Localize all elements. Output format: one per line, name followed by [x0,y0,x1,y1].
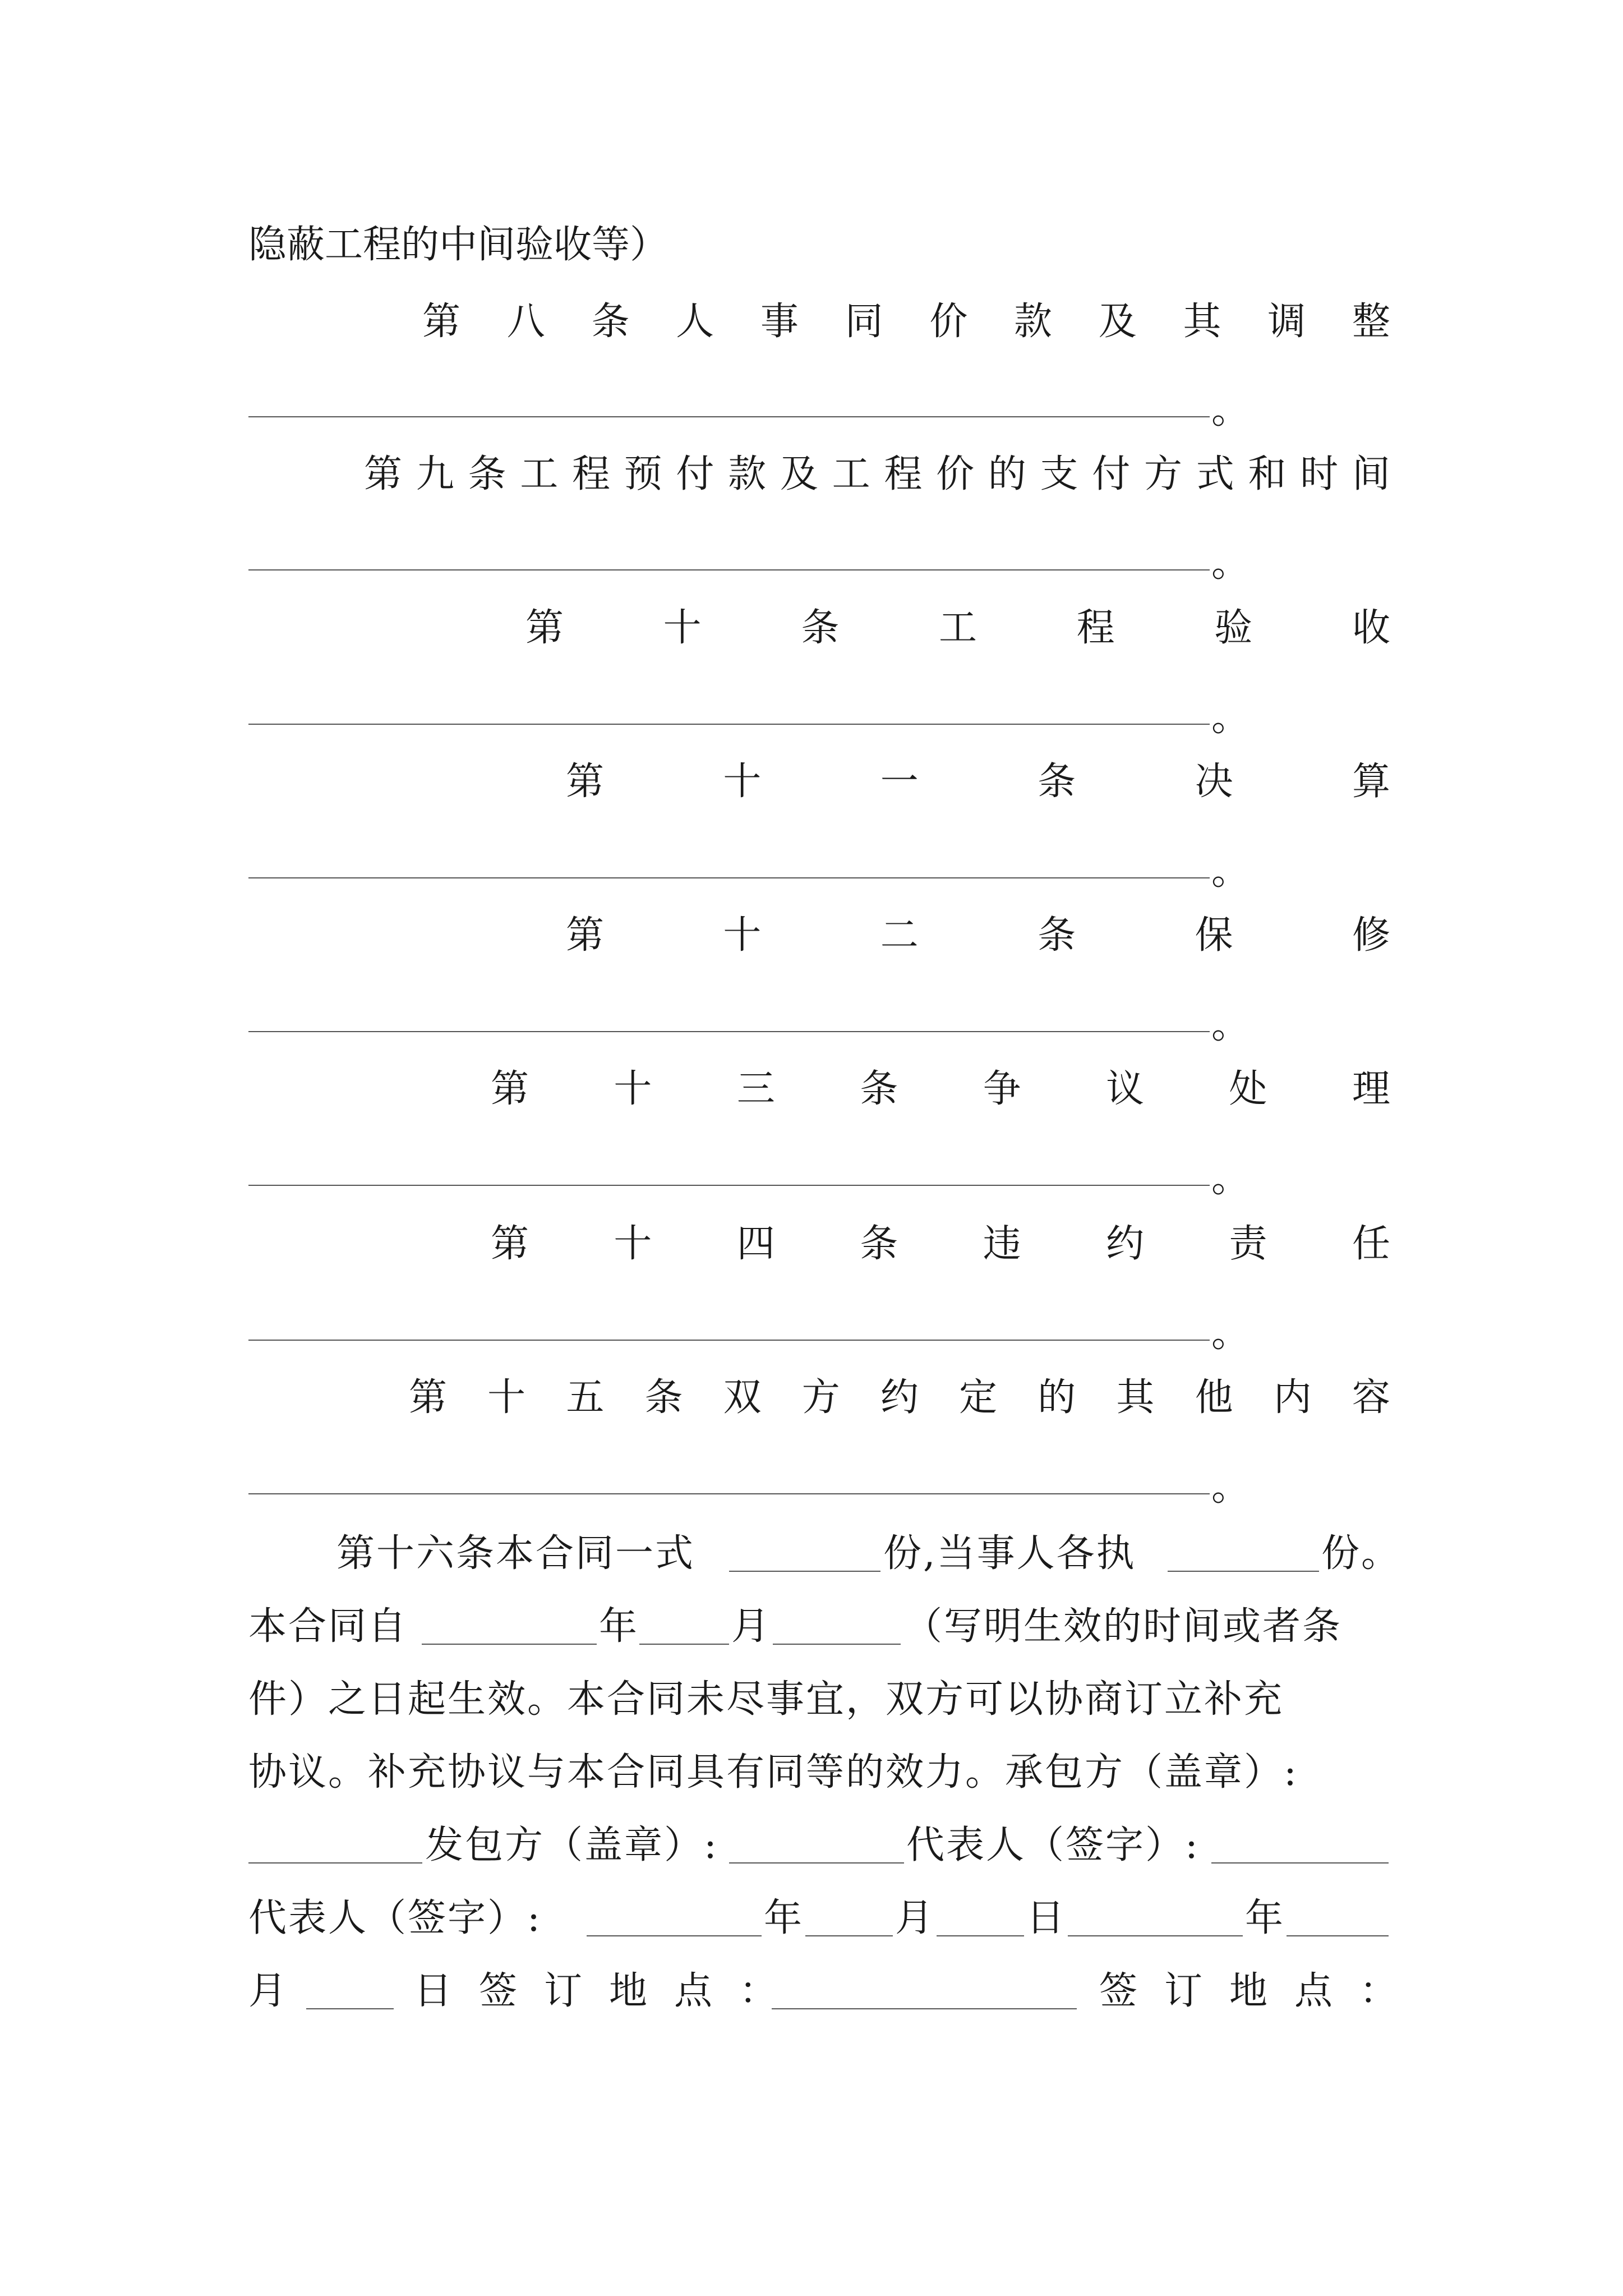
char: 其 [1116,1375,1155,1420]
char: 调 [1267,300,1306,344]
char: 他 [1195,1375,1233,1420]
char: 处 [1229,1067,1267,1111]
char: 十 [663,606,702,650]
char: 算 [1352,760,1390,804]
char: 人 [676,300,714,344]
char: 间 [1352,452,1390,496]
char: 支 [1040,452,1078,496]
sign-year-1: 年 [764,1896,804,1940]
article-11-period: 。 [1211,849,1250,894]
char: 第 [566,913,605,958]
char: 工 [520,452,559,496]
char: 条 [468,452,506,496]
char: 条 [860,1222,898,1266]
char: 第 [409,1375,448,1420]
char: 和 [1248,452,1287,496]
employer-seal-blank [729,1862,904,1864]
char: 同 [845,300,883,344]
article-11-blank [248,877,1210,878]
char: 双 [723,1375,762,1420]
article-16-line3: 件）之日起生效。本合同未尽事宜，双方可以协商订立补充 [248,1677,1284,1722]
char: 付 [1092,452,1131,496]
char: 方 [801,1375,840,1420]
article-8-blank [248,416,1210,417]
rep-sign-blank-1 [1211,1862,1389,1864]
char: 第 [422,300,461,344]
char: 条 [644,1375,683,1420]
effective-year-blank [422,1644,597,1645]
article-8-period: 。 [1211,388,1250,432]
rep-sign-label-2: 代表人（签字）: [248,1896,542,1940]
sign-month-blank-1 [937,1935,1024,1936]
employer-seal-label: 发包方（盖章）: [425,1823,718,1867]
char: 十 [614,1222,652,1266]
char: 条 [1038,760,1076,804]
rep-sign-blank-2 [587,1935,762,1936]
char: 条 [1038,913,1076,958]
char: 其 [1183,300,1221,344]
article-16-line1-b: 份,当事人各执 [883,1531,1136,1576]
char: 约 [880,1375,919,1420]
char: 修 [1352,913,1390,958]
char: 决 [1195,760,1233,804]
char: 第 [525,606,564,650]
article-16-line2-b: 年 [599,1604,639,1649]
char: 工 [832,452,870,496]
article-12-period: 。 [1211,1003,1250,1047]
char: 内 [1273,1375,1312,1420]
article-14-blank [248,1340,1210,1341]
effective-month-blank [639,1644,729,1645]
char: 及 [780,452,818,496]
char: 议 [1106,1067,1145,1111]
char: 价 [936,452,975,496]
copies-each-blank [1168,1571,1319,1572]
article-12-title [566,913,1390,958]
article-16-line2-a: 本合同自 [248,1604,408,1649]
char: 程 [884,452,923,496]
char: 约 [1106,1222,1145,1266]
sign-place-blank-1 [772,2008,1077,2009]
article-10-blank [248,724,1210,725]
article-16-line4: 协议。补充协议与本合同具有同等的效力。承包方（盖章）: [248,1750,1298,1795]
sign-place-label-2: 签订地点： [1099,1969,1425,2013]
char: 一 [880,760,919,804]
char: 条 [860,1067,898,1111]
article-9-period: 。 [1211,541,1250,586]
article-9-blank [248,569,1210,570]
article-16-line1-a: 第十六条本合同一式 [336,1531,695,1576]
char: 四 [736,1222,775,1266]
sign-day-place-label: 日签订地点： [414,1969,805,2013]
char: 容 [1352,1375,1390,1420]
char: 违 [983,1222,1021,1266]
char: 第 [491,1067,529,1111]
char: 十 [487,1375,526,1420]
char: 工 [938,606,977,650]
char: 款 [728,452,767,496]
char: 第 [491,1222,529,1266]
char: 五 [566,1375,605,1420]
char: 程 [571,452,610,496]
contractor-seal-blank [248,1862,422,1864]
sign-month-blank-2 [306,2008,394,2009]
copies-total-blank [729,1571,880,1572]
article-16-line2-d: （写明生效的时间或者条 [904,1604,1343,1649]
char: 争 [983,1067,1021,1111]
article-9-title [364,452,1390,496]
sign-day-1: 日 [1026,1896,1067,1940]
article-13-blank [248,1185,1210,1186]
article-10-title [525,606,1390,650]
char: 八 [506,300,545,344]
char: 责 [1229,1222,1267,1266]
char: 任 [1352,1222,1390,1266]
char: 保 [1195,913,1233,958]
char: 条 [801,606,840,650]
char: 第 [566,760,605,804]
char: 式 [1196,452,1234,496]
sign-month-2: 月 [248,1969,289,2013]
char: 十 [723,760,762,804]
char: 九 [416,452,454,496]
rep-sign-label-1: 代表人（签字）: [906,1823,1200,1867]
sign-day-blank-1 [1068,1935,1243,1936]
char: 收 [1352,606,1390,650]
sign-year-blank-1 [805,1935,893,1936]
char: 方 [1144,452,1183,496]
char: 付 [676,452,714,496]
char: 的 [988,452,1026,496]
char: 款 [1014,300,1053,344]
article-12-blank [248,1031,1210,1032]
article-14-period: 。 [1211,1312,1250,1356]
article-11-title [566,760,1390,804]
article-8-title [422,300,1390,344]
article-15-period: 。 [1211,1465,1250,1510]
char: 条 [591,300,630,344]
sign-month-1: 月 [895,1896,935,1940]
char: 价 [929,300,968,344]
article-16-line1-c: 份。 [1321,1531,1401,1576]
article-13-period: 。 [1211,1157,1250,1201]
char: 整 [1352,300,1390,344]
continuation-text: 隐蔽工程的中间验收等） [248,223,668,267]
sign-year-2: 年 [1245,1896,1285,1940]
char: 二 [880,913,919,958]
char: 验 [1214,606,1253,650]
effective-condition-blank [773,1644,901,1645]
char: 预 [624,452,662,496]
char: 时 [1300,452,1339,496]
sign-year-blank-2 [1287,1935,1389,1936]
article-10-period: 。 [1211,696,1250,740]
char: 的 [1038,1375,1076,1420]
char: 事 [760,300,799,344]
article-16-line2-c: 月 [731,1604,772,1649]
char: 及 [1098,300,1137,344]
article-15-blank [248,1493,1210,1494]
char: 定 [959,1375,998,1420]
char: 第 [364,452,403,496]
char: 十 [723,913,762,958]
char: 三 [736,1067,775,1111]
article-14-title [491,1222,1390,1266]
char: 理 [1352,1067,1390,1111]
article-15-title [409,1375,1390,1420]
char: 十 [614,1067,652,1111]
char: 程 [1076,606,1115,650]
article-13-title [491,1067,1390,1111]
